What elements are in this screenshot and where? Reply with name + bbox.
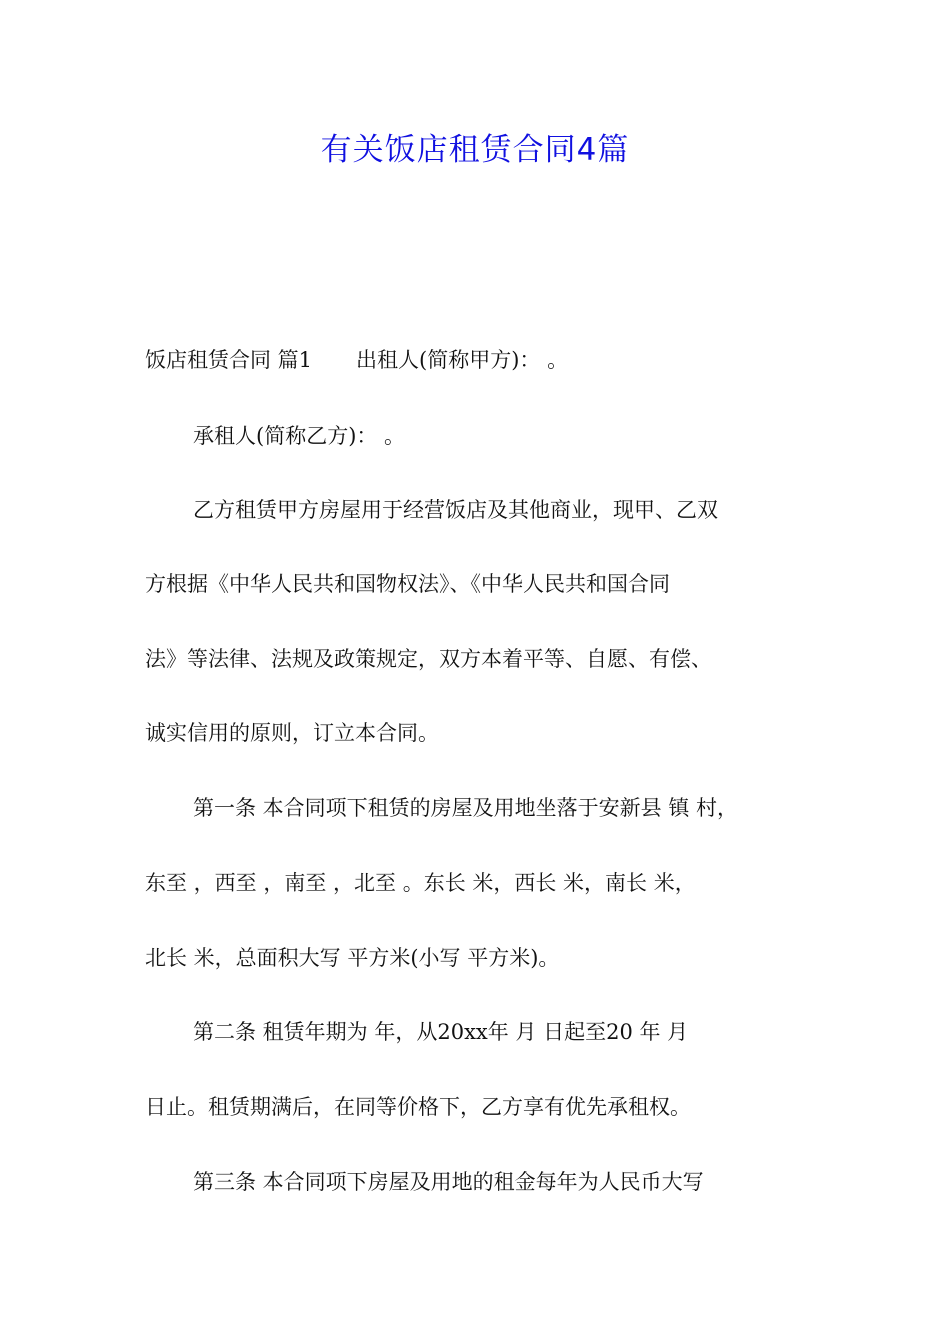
paragraph-line: 法》等法律、法规及政策规定，双方本着平等、自愿、有偿、 bbox=[145, 647, 712, 671]
paragraph-line: 第二条 租赁年期为 年，从20xx年 月 日起至20 年 月 bbox=[193, 1020, 689, 1044]
paragraph-line bbox=[145, 345, 825, 375]
paragraph-line: 乙方租赁甲方房屋用于经营饭店及其他商业，现甲、乙双 bbox=[193, 498, 718, 522]
paragraph-line: 日止。租赁期满后，在同等价格下，乙方享有优先承租权。 bbox=[145, 1095, 691, 1119]
section-heading: 饭店租赁合同 篇1 bbox=[145, 348, 313, 372]
paragraph-line: 第一条 本合同项下租赁的房屋及用地坐落于安新县 镇 村， bbox=[193, 796, 739, 820]
document-title: 有关饭店租赁合同4篇 bbox=[320, 132, 630, 168]
lessor-label: 出租人(简称甲方)： 。 bbox=[356, 348, 569, 372]
paragraph-line: 东至 ，西至 ，南至 ，北至 。东长 米，西长 米，南长 米， bbox=[145, 871, 696, 895]
paragraph-line: 方根据《中华人民共和国物权法》、《中华人民共和国合同 bbox=[145, 572, 670, 596]
paragraph-line: 承租人(简称乙方)： 。 bbox=[193, 424, 406, 448]
paragraph-line: 诚实信用的原则，订立本合同。 bbox=[145, 721, 439, 745]
paragraph-line: 北长 米，总面积大写 平方米(小写 平方米)。 bbox=[145, 946, 560, 970]
paragraph-line: 第三条 本合同项下房屋及用地的租金每年为人民币大写 bbox=[193, 1170, 704, 1194]
